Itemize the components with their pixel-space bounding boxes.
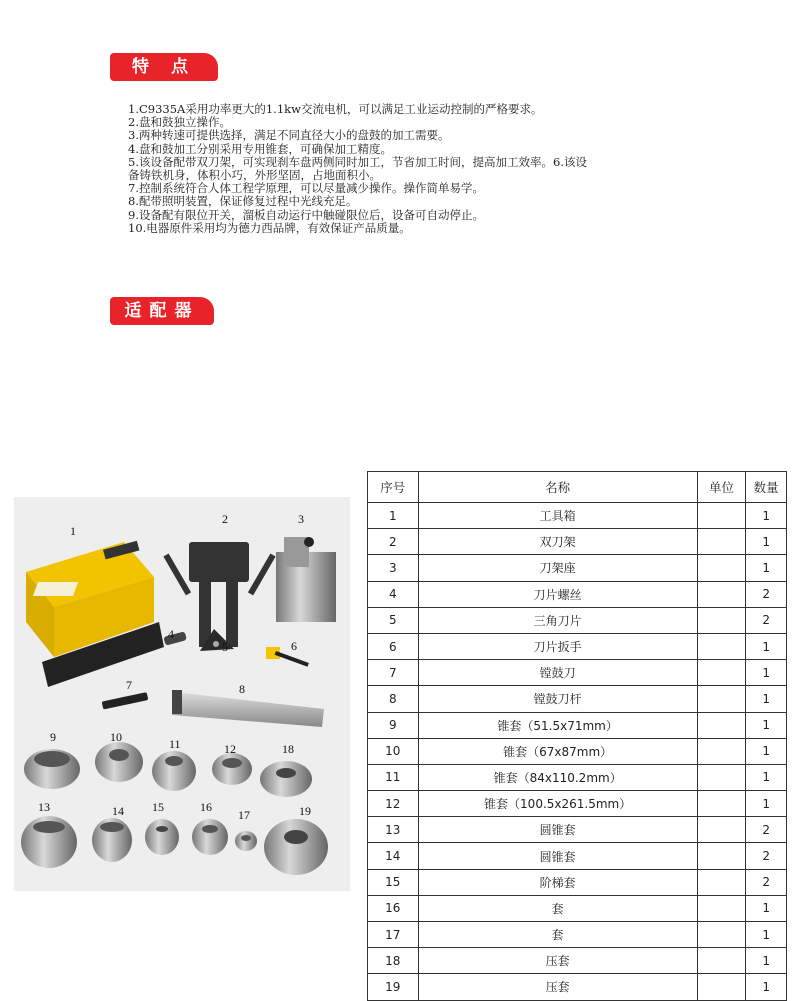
adapters-section-tag: 适配器: [110, 297, 214, 325]
cell-qty: 1: [746, 948, 787, 974]
table-row: [368, 633, 787, 659]
header-qty: 数量: [746, 472, 787, 503]
cell-index: 12: [368, 791, 419, 817]
cell-unit: [697, 581, 746, 607]
photo-label: 16: [200, 800, 212, 814]
cell-index: 8: [368, 686, 419, 712]
cell-name: 锥套（51.5x71mm）: [418, 712, 697, 738]
photo-label: 3: [298, 512, 304, 526]
cell-name: 锥套（84x110.2mm）: [418, 764, 697, 790]
cone-sleeves-row2: [21, 816, 328, 875]
cell-qty: 1: [746, 974, 787, 1000]
accessories-photo: [14, 497, 350, 891]
cell-name: 三角刀片: [418, 607, 697, 633]
cell-index: 1: [368, 503, 419, 529]
table-row: [368, 895, 787, 921]
photo-label: 8: [239, 682, 245, 696]
cell-qty: 2: [746, 817, 787, 843]
cell-index: 15: [368, 869, 419, 895]
cell-name: 双刀架: [418, 529, 697, 555]
feature-line: 9.设备配有限位开关，溜板自动运行中触碰限位后，设备可自动停止。: [128, 207, 484, 222]
table-row: [368, 974, 787, 1000]
photo-label: 13: [38, 800, 50, 814]
photo-label: 12: [224, 742, 236, 756]
cell-name: 阶梯套: [418, 869, 697, 895]
cell-qty: 2: [746, 869, 787, 895]
cell-unit: [697, 843, 746, 869]
photo-label: 4: [168, 627, 174, 641]
photo-label: 1: [70, 524, 76, 538]
photo-label: 2: [222, 512, 228, 526]
cell-qty: 1: [746, 895, 787, 921]
cell-qty: 1: [746, 555, 787, 581]
cone-sleeves-row1: [24, 742, 312, 797]
cell-unit: [697, 922, 746, 948]
features-section-tag: 特 点: [110, 53, 218, 81]
feature-line: 备铸铁机身，体积小巧，外形坚固，占地面积小。: [128, 168, 381, 183]
cell-unit: [697, 686, 746, 712]
cell-qty: 1: [746, 686, 787, 712]
cell-qty: 1: [746, 922, 787, 948]
cell-unit: [697, 738, 746, 764]
cell-name: 锥套（67x87mm）: [418, 738, 697, 764]
tool-rest-item: [276, 537, 336, 622]
photo-label: 19: [299, 804, 311, 818]
cell-index: 7: [368, 660, 419, 686]
cell-name: 压套: [418, 974, 697, 1000]
cell-name: 圆锥套: [418, 843, 697, 869]
cell-qty: 1: [746, 791, 787, 817]
cell-unit: [697, 895, 746, 921]
features-list: [128, 103, 728, 235]
photo-label: 6: [291, 639, 297, 653]
accessories-illustration: [14, 497, 350, 891]
cell-name: 圆锥套: [418, 817, 697, 843]
cell-index: 2: [368, 529, 419, 555]
cell-name: 压套: [418, 948, 697, 974]
cell-unit: [697, 817, 746, 843]
photo-label: 10: [110, 730, 122, 744]
feature-line: 8.配带照明装置，保证修复过程中光线充足。: [128, 194, 358, 209]
cell-unit: [697, 633, 746, 659]
cell-qty: 1: [746, 633, 787, 659]
feature-line: 4.盘和鼓加工分别采用专用锥套，可确保加工精度。: [128, 141, 392, 156]
cell-unit: [697, 791, 746, 817]
photo-label: 14: [112, 804, 124, 818]
photo-label: 5: [222, 640, 228, 654]
cell-index: 3: [368, 555, 419, 581]
cell-index: 16: [368, 895, 419, 921]
cell-index: 9: [368, 712, 419, 738]
cell-index: 6: [368, 633, 419, 659]
boring-tools-items: [102, 690, 324, 727]
cell-qty: 2: [746, 607, 787, 633]
cell-name: 套: [418, 895, 697, 921]
cell-index: 18: [368, 948, 419, 974]
cell-name: 工具箱: [418, 503, 697, 529]
feature-line: 2.盘和鼓独立操作。: [128, 115, 231, 130]
photo-label: 15: [152, 800, 164, 814]
table-row: [368, 581, 787, 607]
cell-unit: [697, 607, 746, 633]
table-row: [368, 738, 787, 764]
table-row: [368, 843, 787, 869]
cell-qty: 1: [746, 660, 787, 686]
cell-unit: [697, 660, 746, 686]
cell-index: 17: [368, 922, 419, 948]
cell-qty: 1: [746, 712, 787, 738]
table-row: [368, 869, 787, 895]
cell-qty: 1: [746, 529, 787, 555]
photo-label: 17: [238, 808, 250, 822]
cell-qty: 1: [746, 738, 787, 764]
cell-unit: [697, 869, 746, 895]
cell-name: 刀片扳手: [418, 633, 697, 659]
cell-unit: [697, 712, 746, 738]
double-tool-holder-item: [163, 542, 275, 647]
cell-qty: 1: [746, 764, 787, 790]
cell-index: 19: [368, 974, 419, 1000]
table-row: [368, 948, 787, 974]
cell-name: 刀片螺丝: [418, 581, 697, 607]
photo-label: 18: [282, 742, 294, 756]
header-name: 名称: [418, 472, 697, 503]
table-row: [368, 555, 787, 581]
cell-index: 5: [368, 607, 419, 633]
feature-line: 7.控制系统符合人体工程学原理，可以尽量减少操作。操作简单易学。: [128, 181, 484, 196]
table-row: [368, 503, 787, 529]
photo-label: 9: [50, 730, 56, 744]
cell-qty: 2: [746, 581, 787, 607]
table-row: [368, 791, 787, 817]
cell-unit: [697, 503, 746, 529]
cell-unit: [697, 529, 746, 555]
cell-name: 套: [418, 922, 697, 948]
cell-name: 锥套（100.5x261.5mm）: [418, 791, 697, 817]
feature-line: 10.电器原件采用均为德力西品牌，有效保证产品质量。: [128, 220, 411, 235]
photo-label: 7: [126, 678, 132, 692]
table-row: [368, 764, 787, 790]
table-row: [368, 686, 787, 712]
table-row: [368, 660, 787, 686]
cell-unit: [697, 948, 746, 974]
cell-name: 镗鼓刀: [418, 660, 697, 686]
table-row: [368, 529, 787, 555]
accessories-table: [367, 471, 787, 1001]
cell-index: 11: [368, 764, 419, 790]
table-header-row: [368, 472, 787, 503]
cell-unit: [697, 764, 746, 790]
table-row: [368, 922, 787, 948]
cell-qty: 1: [746, 503, 787, 529]
feature-line: 5.该设备配带双刀架，可实现刹车盘两侧同时加工，节省加工时间，提高加工效率。6.该设: [128, 154, 587, 169]
cell-index: 10: [368, 738, 419, 764]
cell-index: 4: [368, 581, 419, 607]
table-row: [368, 712, 787, 738]
photo-label: 11: [169, 737, 181, 751]
header-index: 序号: [368, 472, 419, 503]
table-row: [368, 817, 787, 843]
toolbox-item: [26, 541, 164, 687]
cell-index: 14: [368, 843, 419, 869]
cell-unit: [697, 555, 746, 581]
header-unit: 单位: [697, 472, 746, 503]
cell-index: 13: [368, 817, 419, 843]
cell-unit: [697, 974, 746, 1000]
table-row: [368, 607, 787, 633]
cell-qty: 2: [746, 843, 787, 869]
feature-line: 1.C9335A采用功率更大的1.1kw交流电机，可以满足工业运动控制的严格要求。: [128, 102, 543, 116]
cell-name: 镗鼓刀杆: [418, 686, 697, 712]
feature-line: 3.两种转速可提供选择，满足不同直径大小的盘鼓的加工需要。: [128, 128, 450, 143]
cell-name: 刀架座: [418, 555, 697, 581]
